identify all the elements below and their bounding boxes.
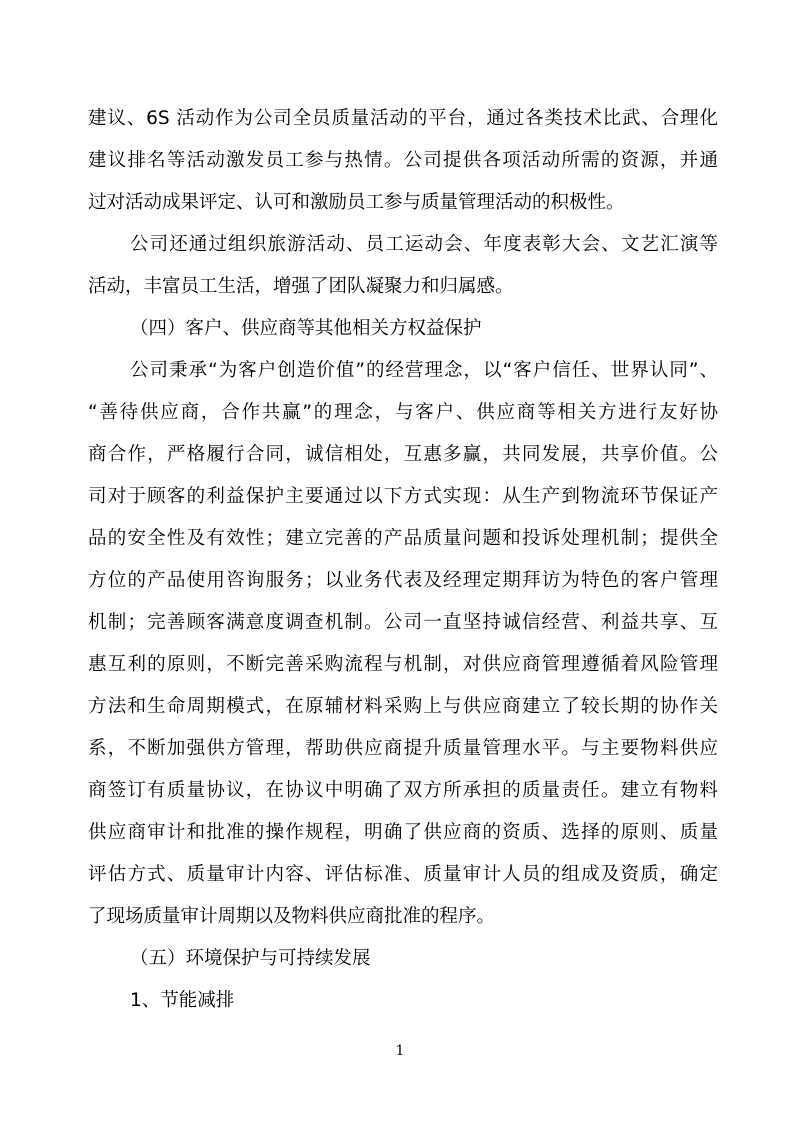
text-line: 公司秉承“为客户创造价值”的经营理念，以“客户信任、世界认同”、	[130, 360, 718, 381]
text-line: 方位的产品使用咨询服务；以业务代表及经理定期拜访为特色的客户管理	[88, 570, 718, 591]
section-heading: （五）环境保护与可持续发展	[130, 948, 371, 969]
text-line: 公司还通过组织旅游活动、员工运动会、年度表彰大会、文艺汇演等	[130, 234, 718, 255]
text-line: 司对于顾客的利益保护主要通过以下方式实现：从生产到物流环节保证产	[88, 486, 718, 507]
page-body	[88, 98, 718, 1022]
text-line: “善待供应商，合作共赢”的理念，与客户、供应商等相关方进行友好协	[88, 402, 718, 423]
page-number: 1	[395, 1043, 405, 1059]
text-line: 惠互利的原则，不断完善采购流程与机制，对供应商管理遵循着风险管理	[88, 654, 718, 675]
text-line: 商签订有质量协议，在协议中明确了双方所承担的质量责任。建立有物料	[88, 780, 718, 801]
text-line: 供应商审计和批准的操作规程，明确了供应商的资质、选择的原则、质量	[88, 822, 718, 843]
text-line: 建议排名等活动激发员工参与热情。公司提供各项活动所需的资源，并通	[88, 150, 718, 171]
text-line: 过对活动成果评定、认可和激励员工参与质量管理活动的积极性。	[88, 192, 625, 213]
text-line: 了现场质量审计周期以及物料供应商批准的程序。	[88, 906, 496, 927]
text-line: 活动，丰富员工生活，增强了团队凝聚力和归属感。	[88, 276, 514, 297]
text-line: 系，不断加强供方管理，帮助供应商提升质量管理水平。与主要物料供应	[88, 738, 718, 759]
text-line: 方法和生命周期模式，在原辅材料采购上与供应商建立了较长期的协作关	[88, 696, 718, 717]
text-line: 机制；完善顾客满意度调查机制。公司一直坚持诚信经营、利益共享、互	[88, 612, 718, 633]
text-line: 评估方式、质量审计内容、评估标准、质量审计人员的组成及资质，确定	[88, 864, 718, 885]
text-line: 建议、6S 活动作为公司全员质量活动的平台，通过各类技术比武、合理化	[88, 108, 718, 129]
section-heading: （四）客户、供应商等其他相关方权益保护	[130, 318, 482, 339]
subsection-heading: 1、节能减排	[130, 990, 235, 1011]
text-line: 品的安全性及有效性；建立完善的产品质量问题和投诉处理机制；提供全	[88, 528, 718, 549]
text-line: 商合作，严格履行合同，诚信相处，互惠多赢，共同发展，共享价值。公	[88, 444, 718, 465]
